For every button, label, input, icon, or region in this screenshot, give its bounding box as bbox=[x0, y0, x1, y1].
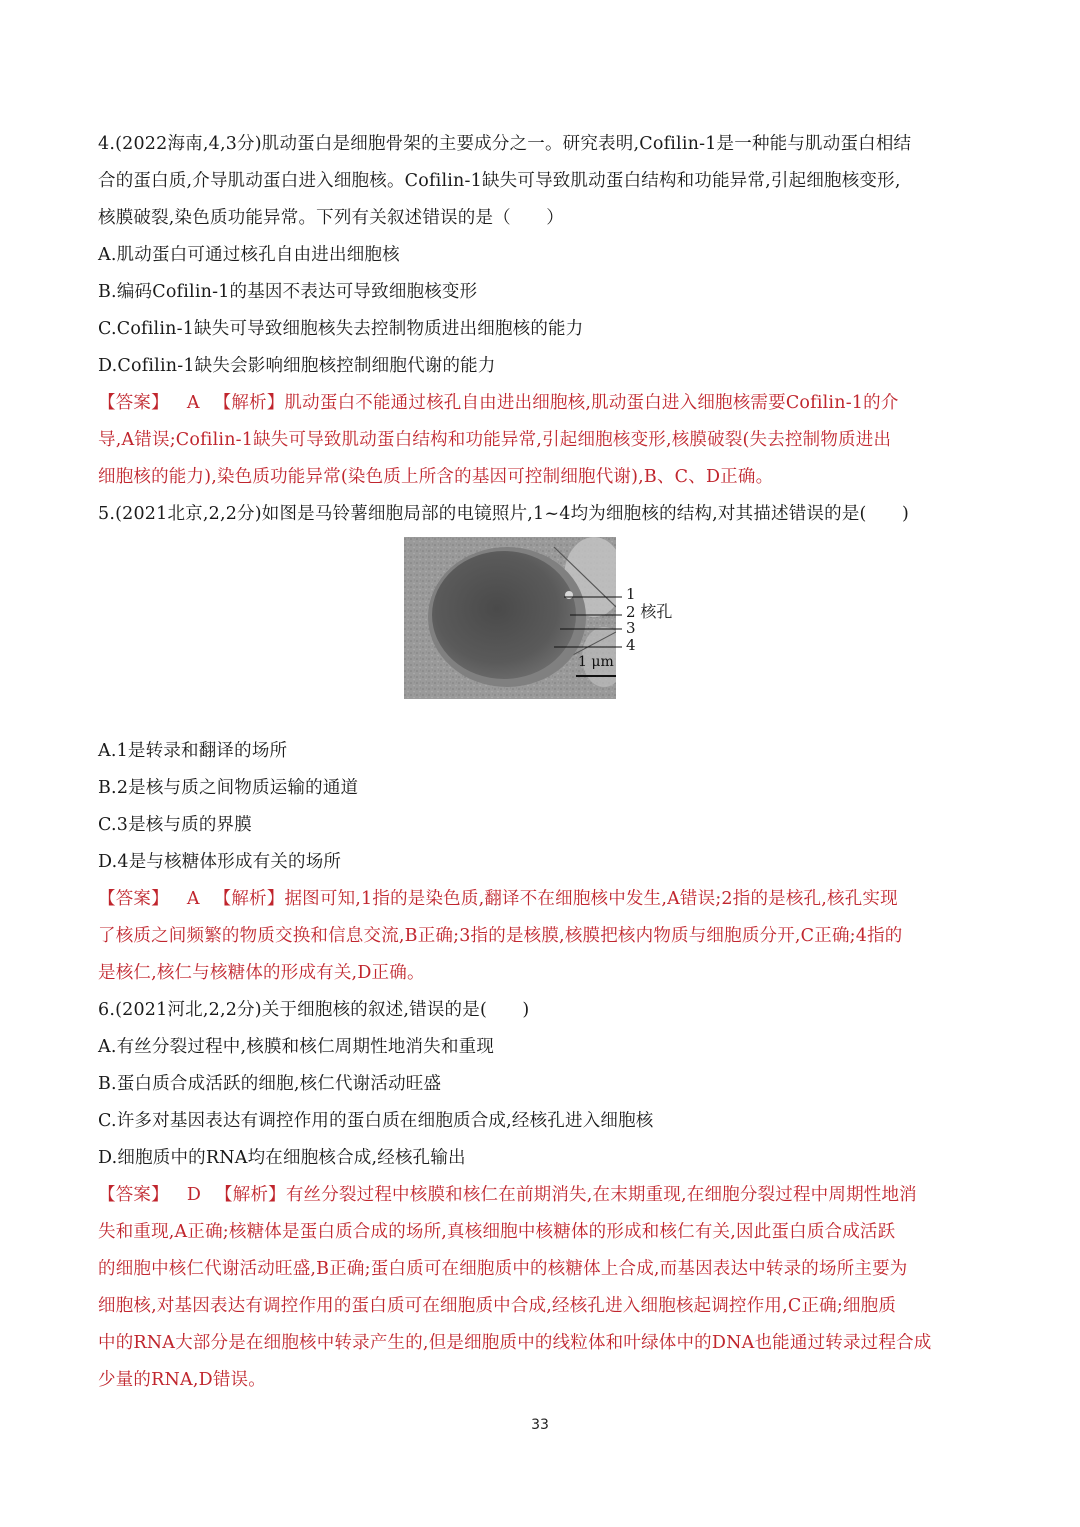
q5-analysis-first: 据图可知,1指的是染色质,翻译不在细胞核中发生,A错误;2指的是核孔,核孔实现 bbox=[284, 889, 898, 909]
question-6 bbox=[98, 992, 984, 1399]
page-number: 33 bbox=[531, 1417, 549, 1433]
q4-analysis-line-3: 细胞核的能力),染色质功能异常(染色质上所含的基因可控制细胞代谢),B、C、D正确。 bbox=[98, 467, 774, 487]
scale-label: 1 μm bbox=[578, 654, 614, 670]
q4-stem-line-2: 合的蛋白质,介导肌动蛋白进入细胞核。Cofilin-1缺失可导致肌动蛋白结构和功能异常,引起细胞核变形, bbox=[98, 171, 901, 191]
q5-analysis-tag: 【解析】 bbox=[213, 889, 285, 909]
q5-analysis-line-3: 是核仁,核仁与核糖体的形成有关,D正确。 bbox=[98, 963, 425, 983]
figure-label-2-group bbox=[626, 604, 672, 620]
q6-stem: 6.(2021河北,2,2分)关于细胞核的叙述,错误的是( ) bbox=[98, 1000, 530, 1020]
q5-option-d: D.4是与核糖体形成有关的场所 bbox=[98, 852, 342, 872]
figure-label-2: 2 bbox=[626, 603, 636, 621]
q5-answer-tag: 【答案】 bbox=[98, 889, 169, 909]
q5-stem: 5.(2021北京,2,2分)如图是马铃薯细胞局部的电镜照片,1~4均为细胞核的结构,对其描述错误的是( ) bbox=[98, 504, 909, 524]
q5-option-b: B.2是核与质之间物质运输的通道 bbox=[98, 778, 359, 798]
q6-answer-tag: 【答案】 bbox=[98, 1185, 169, 1205]
q6-option-b: B.蛋白质合成活跃的细胞,核仁代谢活动旺盛 bbox=[98, 1074, 442, 1094]
q5-answer-value: A bbox=[186, 889, 200, 909]
figure-label-3: 3 bbox=[626, 619, 636, 637]
q6-answer-line bbox=[98, 1177, 984, 1214]
q6-analysis-line-2: 失和重现,A正确;核糖体是蛋白质合成的场所,真核细胞中核糖体的形成和核仁有关,因此蛋白质合成活跃 bbox=[98, 1222, 896, 1242]
document-page bbox=[98, 126, 984, 1399]
q6-analysis-line-4: 细胞核,对基因表达有调控作用的蛋白质可在细胞质中合成,经核孔进入细胞核起调控作用,C正确;细胞质 bbox=[98, 1296, 897, 1316]
q5-option-a: A.1是转录和翻译的场所 bbox=[98, 741, 288, 761]
q5-option-c: C.3是核与质的界膜 bbox=[98, 815, 252, 835]
figure-label-4: 4 bbox=[626, 636, 636, 654]
q5-figure bbox=[98, 533, 984, 733]
q4-option-b: B.编码Cofilin-1的基因不表达可导致细胞核变形 bbox=[98, 282, 478, 302]
q6-analysis-tag: 【解析】 bbox=[215, 1185, 286, 1205]
q6-analysis-line-3: 的细胞中核仁代谢活动旺盛,B正确;蛋白质可在细胞质中的核糖体上合成,而基因表达中转录的场所主要为 bbox=[98, 1259, 908, 1279]
q4-analysis-line-2: 导,A错误;Cofilin-1缺失可导致肌动蛋白结构和功能异常,引起细胞核变形,核膜破裂(失去控制物质进出 bbox=[98, 430, 892, 450]
q4-analysis-first: 肌动蛋白不能通过核孔自由进出细胞核,肌动蛋白进入细胞核需要Cofilin-1的介 bbox=[284, 393, 899, 413]
q4-option-a: A.肌动蛋白可通过核孔自由进出细胞核 bbox=[98, 245, 400, 265]
q6-option-c: C.许多对基因表达有调控作用的蛋白质在细胞质合成,经核孔进入细胞核 bbox=[98, 1111, 654, 1131]
scale-bar bbox=[576, 675, 616, 677]
q6-option-a: A.有丝分裂过程中,核膜和核仁周期性地消失和重现 bbox=[98, 1037, 495, 1057]
q6-analysis-line-5: 中的RNA大部分是在细胞核中转录产生的,但是细胞质中的线粒体和叶绿体中的DNA也能通过转录过程合成 bbox=[98, 1333, 932, 1353]
q4-answer-tag: 【答案】 bbox=[98, 393, 169, 413]
q4-stem-line-3: 核膜破裂,染色质功能异常。下列有关叙述错误的是（ ） bbox=[98, 208, 564, 228]
q6-option-d: D.细胞质中的RNA均在细胞核合成,经核孔输出 bbox=[98, 1148, 466, 1168]
q4-analysis-tag: 【解析】 bbox=[213, 393, 285, 413]
q4-option-c: C.Cofilin-1缺失可导致细胞核失去控制物质进出细胞核的能力 bbox=[98, 319, 584, 339]
q4-option-d: D.Cofilin-1缺失会影响细胞核控制细胞代谢的能力 bbox=[98, 356, 496, 376]
question-5 bbox=[98, 496, 984, 992]
q6-analysis-first: 有丝分裂过程中核膜和核仁在前期消失,在末期重现,在细胞分裂过程中周期性地消 bbox=[285, 1185, 917, 1205]
q4-answer-line bbox=[98, 385, 984, 422]
q6-answer-value: D bbox=[186, 1185, 202, 1205]
q4-stem-line-1: 4.(2022海南,4,3分)肌动蛋白是细胞骨架的主要成分之一。研究表明,Cofilin-1是一种能与肌动蛋白相结 bbox=[98, 134, 912, 154]
q5-answer-line bbox=[98, 881, 984, 918]
figure-label-pore: 核孔 bbox=[640, 602, 673, 621]
q6-analysis-line-6: 少量的RNA,D错误。 bbox=[98, 1370, 266, 1390]
q4-answer-value: A bbox=[186, 393, 200, 413]
question-4 bbox=[98, 126, 984, 496]
figure-label-1: 1 bbox=[626, 585, 636, 603]
q5-analysis-line-2: 了核质之间频繁的物质交换和信息交流,B正确;3指的是核膜,核膜把核内物质与细胞质分开,C正确;4指的 bbox=[98, 926, 903, 946]
